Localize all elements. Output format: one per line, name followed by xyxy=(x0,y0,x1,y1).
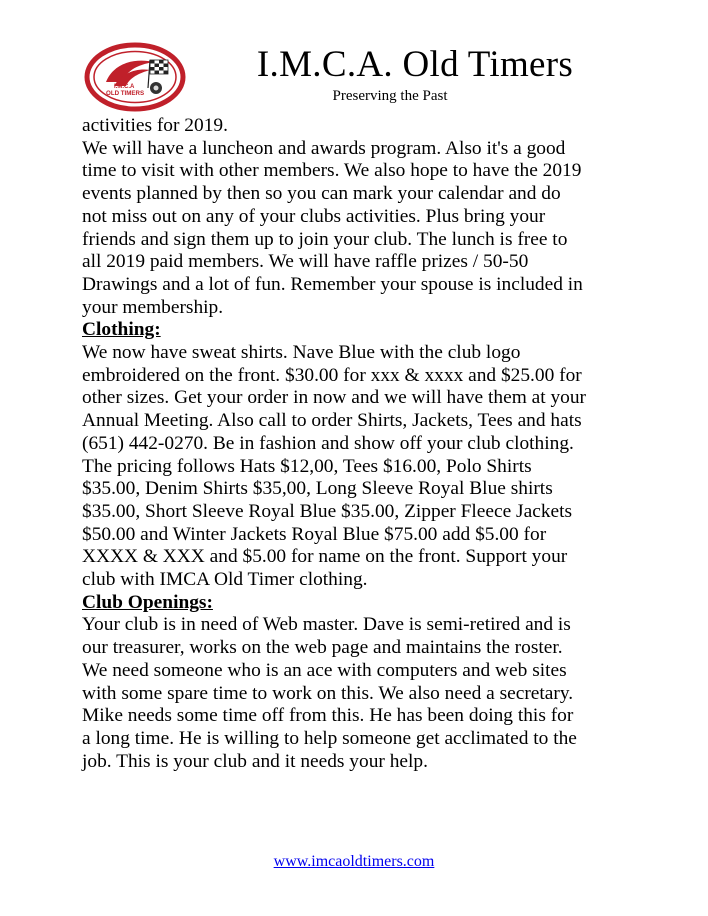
body-line: club with IMCA Old Timer clothing. xyxy=(82,569,368,591)
club-logo xyxy=(84,42,186,112)
body-line: your membership. xyxy=(82,296,224,318)
page-title: I.M.C.A. Old Timers xyxy=(256,44,574,85)
footer xyxy=(0,853,708,871)
body-line: activities for 2019. xyxy=(82,115,228,136)
body-line: events planned by then so you can mark your calendar and do xyxy=(82,183,561,205)
body-line: $35.00, Short Sleeve Royal Blue $35.00, Zipper Fleece Jackets xyxy=(82,500,573,522)
website-link[interactable]: www.imcaoldtimers.com xyxy=(273,853,435,870)
body-line: Mike needs some time off from this. He has been doing this for xyxy=(82,705,574,727)
club-openings-heading: Club Openings: xyxy=(82,591,213,613)
body-line: XXXX & XXX and $5.00 for name on the front. Support your xyxy=(82,546,568,568)
body-line: with some spare time to work on this. We also need a secretary. xyxy=(82,682,574,704)
body-line: The pricing follows Hats $12,00, Tees $16.00, Polo Shirts xyxy=(82,455,532,477)
body-line: We will have a luncheon and awards program. Also it's a good xyxy=(82,137,566,159)
body-line: job. This is your club and it needs your help. xyxy=(82,750,428,772)
body-line: Annual Meeting. Also call to order Shirts, Jackets, Tees and hats xyxy=(82,410,582,432)
body-line: $35.00, Denim Shirts $35,00, Long Sleeve Royal Blue shirts xyxy=(82,478,553,500)
newsletter-body xyxy=(82,115,642,773)
body-line: not miss out on any of your clubs activities. Plus bring your xyxy=(82,205,546,227)
body-line: all 2019 paid members. We will have raffle prizes / 50-50 xyxy=(82,251,529,273)
body-line: friends and sign them up to join your club. The lunch is free to xyxy=(82,228,568,250)
body-line: $50.00 and Winter Jackets Royal Blue $75.00 add $5.00 for xyxy=(82,523,547,545)
body-line: other sizes. Get your order in now and we will have them at your xyxy=(82,387,587,409)
body-line: a long time. He is willing to help someone get acclimated to the xyxy=(82,727,577,749)
body-line: Your club is in need of Web master. Dave is semi-retired and is xyxy=(82,614,571,636)
body-line: our treasurer, works on the web page and maintains the roster. xyxy=(82,637,563,659)
body-line: (651) 442-0270. Be in fashion and show off your club clothing. xyxy=(82,432,574,454)
body-line: Drawings and a lot of fun. Remember your spouse is included in xyxy=(82,273,583,295)
page-subtitle: Preserving the Past xyxy=(332,88,448,104)
body-line: We need someone who is an ace with computers and web sites xyxy=(82,659,567,681)
body-line: time to visit with other members. We also hope to have the 2019 xyxy=(82,160,582,182)
clothing-heading: Clothing: xyxy=(82,319,161,341)
body-line: embroidered on the front. $30.00 for xxx & xxxx and $25.00 for xyxy=(82,364,582,386)
logo-bottom-text: OLD TIMERS xyxy=(106,90,145,97)
body-line: We now have sweat shirts. Nave Blue with the club logo xyxy=(82,342,521,364)
logo-top-text: I.M.C.A xyxy=(114,84,135,90)
